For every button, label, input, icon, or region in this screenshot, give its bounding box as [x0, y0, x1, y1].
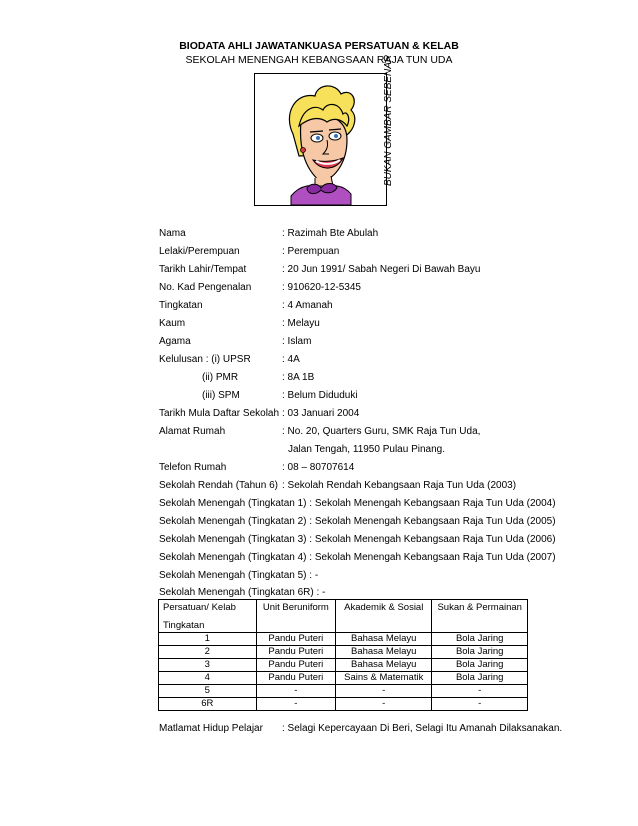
label-agama: Agama	[159, 336, 191, 347]
value-matlamat: : Selagi Kepercayaan Di Beri, Selagi Itu Amanah Dilaksanakan.	[282, 723, 563, 734]
table-cell: Pandu Puteri	[256, 659, 335, 672]
table-cell: 4	[159, 672, 257, 685]
value-kaum: : Melayu	[282, 318, 320, 329]
document-title: BIODATA AHLI JAWATANKUASA PERSATUAN & KELAB	[179, 40, 459, 52]
table-cell: -	[256, 685, 335, 698]
table-cell: Bola Jaring	[432, 672, 528, 685]
table-cell: Bahasa Melayu	[336, 659, 432, 672]
label-tarikh-daftar: Tarikh Mula Daftar Sekolah	[159, 408, 280, 419]
table-cell: Pandu Puteri	[256, 646, 335, 659]
table-cell: -	[336, 698, 432, 711]
cocurricular-table	[158, 599, 528, 711]
value-pmr: : 8A 1B	[282, 372, 315, 383]
table-cell: 3	[159, 659, 257, 672]
value-lahir: : 20 Jun 1991/ Sabah Negeri Di Bawah Bayu	[282, 264, 481, 275]
label-spm: (iii) SPM	[202, 390, 240, 401]
label-upsr: Kelulusan : (i) UPSR	[159, 354, 251, 365]
photo-disclaimer: BUKAN GAMBAR SEBENAR	[383, 54, 394, 186]
value-telefon: : 08 – 80707614	[282, 462, 355, 473]
table-cell: Bola Jaring	[432, 633, 528, 646]
header-persatuan: Persatuan/ Kelab	[163, 602, 236, 613]
label-telefon: Telefon Rumah	[159, 462, 227, 473]
menengah-tingkatan-1: Sekolah Menengah (Tingkatan 1) : Sekolah Menengah Kebangsaan Raja Tun Uda (2004)	[159, 498, 556, 509]
table-cell: Sains & Matematik	[336, 672, 432, 685]
table-cell: 5	[159, 685, 257, 698]
value-jantina: : Perempuan	[282, 246, 340, 257]
table-header-row	[159, 600, 528, 633]
value-spm: : Belum Diduduki	[282, 390, 358, 401]
value-kad-pengenalan: : 910620-12-5345	[282, 282, 361, 293]
table-header: Akademik & Sosial	[336, 600, 432, 633]
label-pmr: (ii) PMR	[202, 372, 239, 383]
table-row	[159, 672, 528, 685]
table-cell: Pandu Puteri	[256, 633, 335, 646]
menengah-tingkatan-5: Sekolah Menengah (Tingkatan 5) : -	[159, 570, 319, 581]
table-row	[159, 685, 528, 698]
menengah-tingkatan-6r: Sekolah Menengah (Tingkatan 6R) : -	[159, 587, 326, 598]
value-sekolah-rendah: : Sekolah Rendah Kebangsaan Raja Tun Uda (2003)	[282, 480, 517, 491]
table-cell: 2	[159, 646, 257, 659]
table-header	[159, 600, 257, 633]
value-tingkatan: : 4 Amanah	[282, 300, 333, 311]
table-header: Unit Beruniform	[256, 600, 335, 633]
label-matlamat: Matlamat Hidup Pelajar	[159, 723, 263, 734]
label-kaum: Kaum	[159, 318, 186, 329]
table-row	[159, 659, 528, 672]
menengah-tingkatan-2: Sekolah Menengah (Tingkatan 2) : Sekolah Menengah Kebangsaan Raja Tun Uda (2005)	[159, 516, 556, 527]
label-sekolah-rendah: Sekolah Rendah (Tahun 6)	[159, 480, 278, 491]
cartoon-portrait-icon	[254, 73, 387, 206]
table-cell: 6R	[159, 698, 257, 711]
table-cell: 1	[159, 633, 257, 646]
label-tingkatan: Tingkatan	[159, 300, 203, 311]
table-cell: Bahasa Melayu	[336, 633, 432, 646]
value-alamat-line2: Jalan Tengah, 11950 Pulau Pinang.	[288, 444, 445, 455]
label-kad-pengenalan: No. Kad Pengenalan	[159, 282, 252, 293]
table-cell: Bahasa Melayu	[336, 646, 432, 659]
label-lahir: Tarikh Lahir/Tempat	[159, 264, 247, 275]
menengah-tingkatan-4: Sekolah Menengah (Tingkatan 4) : Sekolah Menengah Kebangsaan Raja Tun Uda (2007)	[159, 552, 556, 563]
value-agama: : Islam	[282, 336, 312, 347]
label-jantina: Lelaki/Perempuan	[159, 246, 240, 257]
label-alamat: Alamat Rumah	[159, 426, 226, 437]
table-cell: -	[432, 698, 528, 711]
table-cell: Bola Jaring	[432, 659, 528, 672]
table-cell: -	[432, 685, 528, 698]
table-cell: -	[336, 685, 432, 698]
menengah-tingkatan-3: Sekolah Menengah (Tingkatan 3) : Sekolah Menengah Kebangsaan Raja Tun Uda (2006)	[159, 534, 556, 545]
value-alamat: : No. 20, Quarters Guru, SMK Raja Tun Uda,	[282, 426, 481, 437]
table-cell: -	[256, 698, 335, 711]
table-row	[159, 698, 528, 711]
table-row	[159, 646, 528, 659]
table-cell: Pandu Puteri	[256, 672, 335, 685]
table-row	[159, 633, 528, 646]
value-tarikh-daftar: : 03 Januari 2004	[282, 408, 360, 419]
value-nama: : Razimah Bte Abulah	[282, 228, 379, 239]
table-cell: Bola Jaring	[432, 646, 528, 659]
header-tingkatan: Tingkatan	[163, 620, 205, 631]
value-upsr: : 4A	[282, 354, 300, 365]
table-header: Sukan & Permainan	[432, 600, 528, 633]
school-name: SEKOLAH MENENGAH KEBANGSAAN RAJA TUN UDA	[185, 54, 453, 66]
label-nama: Nama	[159, 228, 186, 239]
